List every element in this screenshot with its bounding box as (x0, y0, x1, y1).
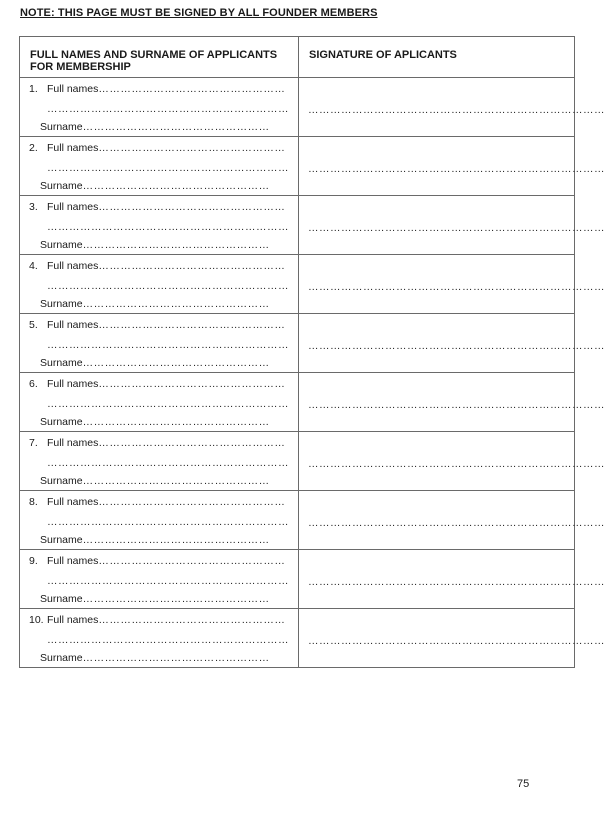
continuation-dotted-line: ………………………………………………………… (47, 398, 289, 410)
signature-field[interactable] (308, 163, 605, 175)
signature-cell (299, 432, 605, 491)
row-number: 2. (29, 142, 38, 154)
full-names-dotted-line: …………………………………………… (98, 201, 286, 213)
full-names-dotted-line: …………………………………………… (98, 319, 286, 331)
full-names-continuation-field[interactable] (47, 162, 293, 174)
full-names-continuation-field[interactable] (47, 457, 293, 469)
surname-dotted-line: …………………………………………… (82, 298, 270, 310)
signature-cell (299, 609, 605, 668)
table-header-row (20, 37, 575, 78)
applicant-name-cell (20, 314, 299, 373)
row-number: 10. (29, 614, 44, 626)
continuation-dotted-line: ………………………………………………………… (47, 634, 289, 646)
signature-dotted-line: ……………………………………………………………………… (308, 104, 605, 116)
full-names-continuation-field[interactable] (47, 575, 293, 587)
header-names: FULL NAMES AND SURNAME OF APPLICANTS FOR MEMBERSHIP (20, 37, 299, 78)
row-number: 8. (29, 496, 38, 508)
surname-dotted-line: …………………………………………… (82, 475, 270, 487)
full-names-continuation-field[interactable] (47, 339, 293, 351)
applicant-name-cell (20, 196, 299, 255)
full-names-label: Full names (47, 260, 99, 272)
continuation-dotted-line: ………………………………………………………… (47, 221, 289, 233)
surname-field[interactable] (40, 357, 293, 369)
table-row (20, 255, 575, 314)
applicant-name-cell (20, 609, 299, 668)
row-number: 3. (29, 201, 38, 213)
full-names-dotted-line: …………………………………………… (98, 260, 286, 272)
surname-field[interactable] (40, 475, 293, 487)
surname-label: Surname (40, 593, 83, 605)
full-names-label: Full names (47, 437, 99, 449)
signature-cell (299, 373, 605, 432)
surname-field[interactable] (40, 416, 293, 428)
full-names-continuation-field[interactable] (47, 103, 293, 115)
applicant-name-cell (20, 373, 299, 432)
full-names-label: Full names (47, 614, 99, 626)
surname-dotted-line: …………………………………………… (82, 534, 270, 546)
signature-dotted-line: ……………………………………………………………………… (308, 222, 605, 234)
full-names-label: Full names (47, 555, 99, 567)
applicant-name-cell (20, 491, 299, 550)
table-row (20, 491, 575, 550)
surname-label: Surname (40, 357, 83, 369)
surname-dotted-line: …………………………………………… (82, 239, 270, 251)
full-names-field[interactable] (29, 260, 293, 272)
full-names-dotted-line: …………………………………………… (98, 378, 286, 390)
surname-field[interactable] (40, 593, 293, 605)
continuation-dotted-line: ………………………………………………………… (47, 162, 289, 174)
surname-field[interactable] (40, 239, 293, 251)
signature-field[interactable] (308, 399, 605, 411)
full-names-continuation-field[interactable] (47, 398, 293, 410)
signature-cell (299, 196, 605, 255)
surname-field[interactable] (40, 298, 293, 310)
table-row (20, 373, 575, 432)
signature-dotted-line: ……………………………………………………………………… (308, 458, 605, 470)
surname-field[interactable] (40, 652, 293, 664)
surname-dotted-line: …………………………………………… (82, 652, 270, 664)
row-number: 9. (29, 555, 38, 567)
surname-label: Surname (40, 534, 83, 546)
signature-field[interactable] (308, 281, 605, 293)
page-number: 75 (517, 778, 530, 790)
table-row (20, 314, 575, 373)
surname-dotted-line: …………………………………………… (82, 416, 270, 428)
full-names-field[interactable] (29, 201, 293, 213)
full-names-field[interactable] (29, 437, 293, 449)
surname-field[interactable] (40, 180, 293, 192)
page-note: NOTE: THIS PAGE MUST BE SIGNED BY ALL FOUNDER MEMBERS (20, 7, 378, 19)
signature-dotted-line: ……………………………………………………………………… (308, 635, 605, 647)
full-names-label: Full names (47, 201, 99, 213)
table-row (20, 550, 575, 609)
applicant-name-cell (20, 255, 299, 314)
full-names-dotted-line: …………………………………………… (98, 614, 286, 626)
header-signature: SIGNATURE OF APLICANTS (299, 37, 575, 78)
full-names-continuation-field[interactable] (47, 634, 293, 646)
signature-dotted-line: ……………………………………………………………………… (308, 517, 605, 529)
surname-label: Surname (40, 652, 83, 664)
full-names-field[interactable] (29, 555, 293, 567)
full-names-field[interactable] (29, 378, 293, 390)
table-row (20, 137, 575, 196)
signature-field[interactable] (308, 340, 605, 352)
full-names-field[interactable] (29, 142, 293, 154)
table-row (20, 196, 575, 255)
full-names-dotted-line: …………………………………………… (98, 437, 286, 449)
full-names-label: Full names (47, 378, 99, 390)
continuation-dotted-line: ………………………………………………………… (47, 280, 289, 292)
signature-dotted-line: ……………………………………………………………………… (308, 281, 605, 293)
signature-field[interactable] (308, 458, 605, 470)
surname-dotted-line: …………………………………………… (82, 121, 270, 133)
surname-label: Surname (40, 475, 83, 487)
surname-label: Surname (40, 298, 83, 310)
full-names-field[interactable] (29, 614, 293, 626)
continuation-dotted-line: ………………………………………………………… (47, 516, 289, 528)
row-number: 6. (29, 378, 38, 390)
full-names-continuation-field[interactable] (47, 221, 293, 233)
surname-label: Surname (40, 239, 83, 251)
full-names-dotted-line: …………………………………………… (98, 83, 286, 95)
signature-cell (299, 550, 605, 609)
full-names-dotted-line: …………………………………………… (98, 555, 286, 567)
continuation-dotted-line: ………………………………………………………… (47, 103, 289, 115)
continuation-dotted-line: ………………………………………………………… (47, 457, 289, 469)
signature-cell (299, 314, 605, 373)
table-row (20, 609, 575, 668)
surname-dotted-line: …………………………………………… (82, 357, 270, 369)
signature-cell (299, 491, 605, 550)
applicant-name-cell (20, 78, 299, 137)
full-names-field[interactable] (29, 319, 293, 331)
signature-dotted-line: ……………………………………………………………………… (308, 576, 605, 588)
full-names-label: Full names (47, 496, 99, 508)
full-names-label: Full names (47, 142, 99, 154)
applicant-name-cell (20, 550, 299, 609)
table-row (20, 78, 575, 137)
row-number: 7. (29, 437, 38, 449)
signature-field[interactable] (308, 517, 605, 529)
membership-signature-table (19, 36, 605, 668)
signature-cell (299, 255, 605, 314)
continuation-dotted-line: ………………………………………………………… (47, 575, 289, 587)
full-names-dotted-line: …………………………………………… (98, 496, 286, 508)
surname-field[interactable] (40, 121, 293, 133)
signature-cell (299, 137, 605, 196)
full-names-continuation-field[interactable] (47, 516, 293, 528)
row-number: 5. (29, 319, 38, 331)
signature-field[interactable] (308, 635, 605, 647)
full-names-label: Full names (47, 83, 99, 95)
signature-dotted-line: ……………………………………………………………………… (308, 340, 605, 352)
full-names-dotted-line: …………………………………………… (98, 142, 286, 154)
full-names-field[interactable] (29, 496, 293, 508)
surname-label: Surname (40, 180, 83, 192)
signature-dotted-line: ……………………………………………………………………… (308, 399, 605, 411)
surname-label: Surname (40, 121, 83, 133)
row-number: 4. (29, 260, 38, 272)
signature-field[interactable] (308, 104, 605, 116)
row-number: 1. (29, 83, 38, 95)
surname-dotted-line: …………………………………………… (82, 593, 270, 605)
signature-field[interactable] (308, 222, 605, 234)
surname-label: Surname (40, 416, 83, 428)
table-row (20, 432, 575, 491)
surname-field[interactable] (40, 534, 293, 546)
full-names-label: Full names (47, 319, 99, 331)
signature-field[interactable] (308, 576, 605, 588)
continuation-dotted-line: ………………………………………………………… (47, 339, 289, 351)
applicant-name-cell (20, 137, 299, 196)
applicant-name-cell (20, 432, 299, 491)
full-names-continuation-field[interactable] (47, 280, 293, 292)
surname-dotted-line: …………………………………………… (82, 180, 270, 192)
signature-cell (299, 78, 605, 137)
full-names-field[interactable] (29, 83, 293, 95)
table-body (20, 78, 605, 668)
signature-dotted-line: ……………………………………………………………………… (308, 163, 605, 175)
